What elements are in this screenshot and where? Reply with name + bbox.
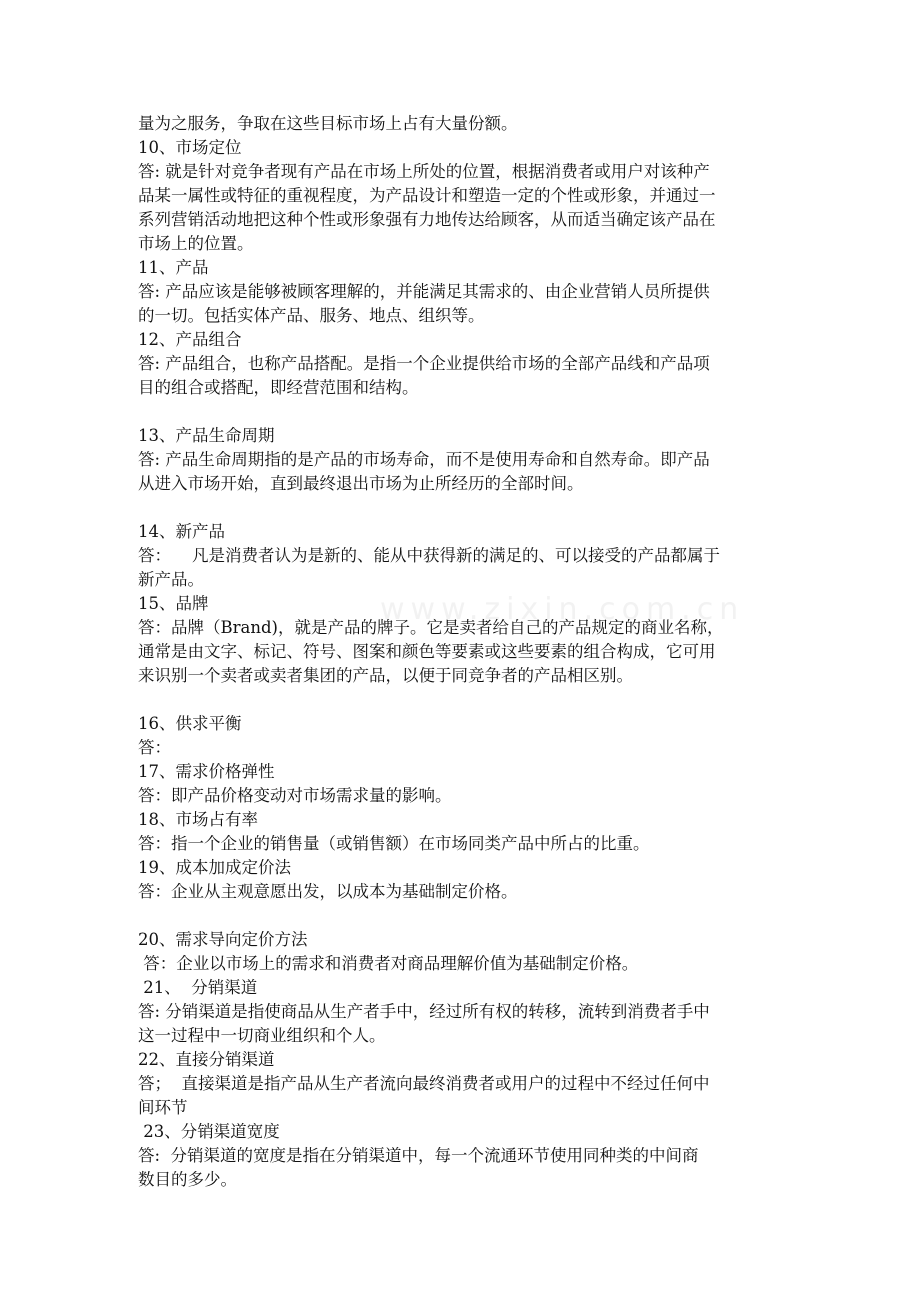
- text-line: 系列营销活动地把这种个性或形象强有力地传达给顾客，从而适当确定该产品在: [138, 210, 716, 229]
- text-line: 市场上的位置。: [138, 234, 254, 253]
- watermark: www.zixin.com.cn: [380, 592, 745, 627]
- text-line: 15、品牌: [138, 594, 209, 613]
- text-line: 答： 凡是消费者认为是新的、能从中获得新的满足的、可以接受的产品都属于: [138, 546, 720, 565]
- blank-line: [138, 688, 788, 712]
- text-line: 答：: [138, 738, 171, 757]
- text-line: 答: 产品生命周期指的是产品的市场寿命，而不是使用寿命和自然寿命。即产品: [138, 450, 710, 469]
- text-line: 的一切。包括实体产品、服务、地点、组织等。: [138, 306, 485, 325]
- text-line: 答: 就是针对竞争者现有产品在市场上所处的位置，根据消费者或用户对该种产: [138, 162, 710, 181]
- text-line: 目的组合或搭配，即经营范围和结构。: [138, 378, 419, 397]
- text-line: 量为之服务，争取在这些目标市场上占有大量份额。: [138, 114, 518, 133]
- text-line: 答: 产品组合，也称产品搭配。是指一个企业提供给市场的全部产品线和产品项: [138, 354, 710, 373]
- blank-line: [138, 904, 788, 928]
- text-line: 新产品。: [138, 570, 204, 589]
- blank-line: [138, 496, 788, 520]
- text-line: 21、 分销渠道: [138, 978, 258, 997]
- text-line: 数目的多少。: [138, 1170, 237, 1189]
- text-line: 答: 产品应该是能够被顾客理解的，并能满足其需求的、由企业营销人员所提供: [138, 282, 710, 301]
- text-line: 这一过程中一切商业组织和个人。: [138, 1026, 386, 1045]
- text-line: 答: 分销渠道是指使商品从生产者手中，经过所有权的转移，流转到消费者手中: [138, 1002, 710, 1021]
- text-line: 来识别一个卖者或卖者集团的产品，以便于同竞争者的产品相区别。: [138, 666, 633, 685]
- text-line: 11、产品: [138, 258, 209, 277]
- text-line: 20、需求导向定价方法: [138, 930, 308, 949]
- text-line: 10、市场定位: [138, 138, 242, 157]
- text-line: 答: 分销渠道的宽度是指在分销渠道中，每一个流通环节使用同种类的中间商: [138, 1146, 699, 1165]
- text-line: 14、新产品: [138, 522, 225, 541]
- text-line: 间环节: [138, 1098, 188, 1117]
- text-line: 17、需求价格弹性: [138, 762, 275, 781]
- text-line: 答：即产品价格变动对市场需求量的影响。: [138, 786, 452, 805]
- text-line: 13、产品生命周期: [138, 426, 275, 445]
- text-line: 16、供求平衡: [138, 714, 242, 733]
- document-body: [138, 112, 788, 1192]
- text-line: 答：指一个企业的销售量（或销售额）在市场同类产品中所占的比重。: [138, 834, 650, 853]
- text-line: 19、成本加成定价法: [138, 858, 291, 877]
- text-line: 答； 直接渠道是指产品从生产者流向最终消费者或用户的过程中不经过任何中: [138, 1074, 710, 1093]
- text-line: 答：企业以市场上的需求和消费者对商品理解价值为基础制定价格。: [138, 954, 639, 973]
- text-line: 答：品牌（Brand)，就是产品的牌子。它是卖者给自己的产品规定的商业名称，: [138, 618, 724, 637]
- text-line: 答：企业从主观意愿出发，以成本为基础制定价格。: [138, 882, 518, 901]
- blank-line: [138, 400, 788, 424]
- text-line: 12、产品组合: [138, 330, 242, 349]
- text-line: 23、分销渠道宽度: [138, 1122, 280, 1141]
- text-line: 22、直接分销渠道: [138, 1050, 275, 1069]
- text-line: 从进入市场开始，直到最终退出市场为止所经历的全部时间。: [138, 474, 584, 493]
- text-line: 18、市场占有率: [138, 810, 258, 829]
- text-line: 通常是由文字、标记、符号、图案和颜色等要素或这些要素的组合构成，它可用: [138, 642, 716, 661]
- text-line: 品某一属性或特征的重视程度，为产品设计和塑造一定的个性或形象，并通过一: [138, 186, 716, 205]
